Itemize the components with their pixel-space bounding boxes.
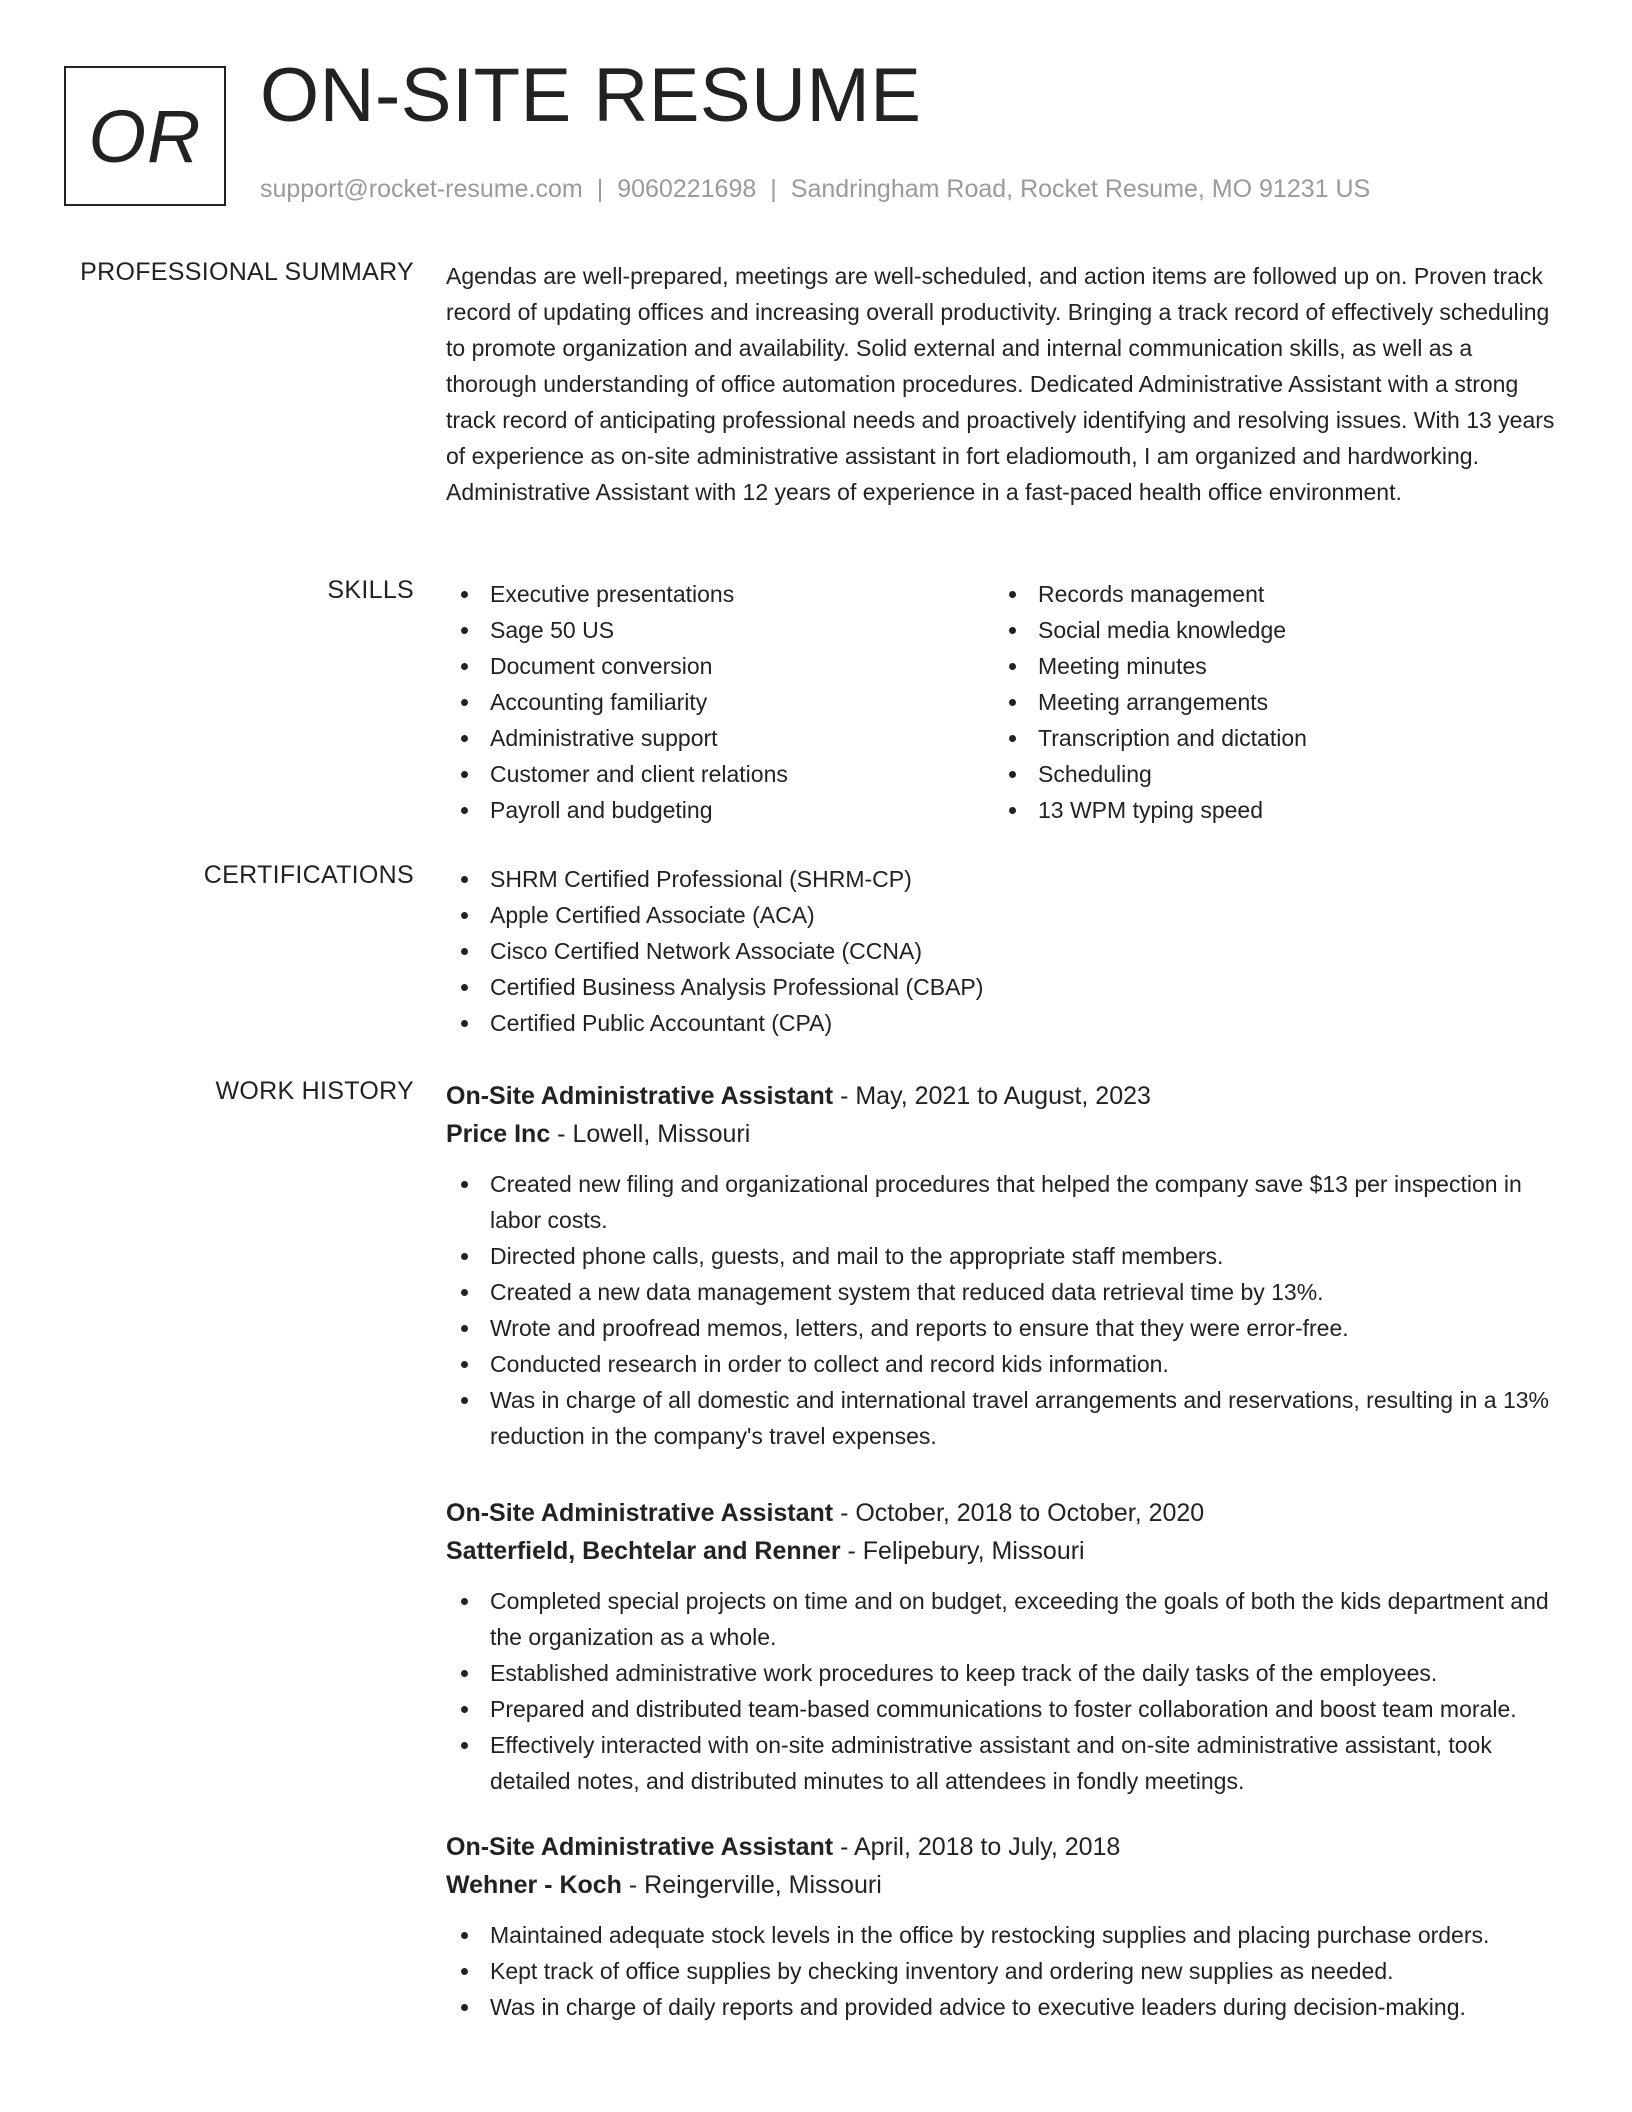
- resume-name: ON-SITE RESUME: [260, 53, 922, 138]
- summary-label: PROFESSIONAL SUMMARY: [80, 258, 414, 286]
- monogram-initials: OR: [88, 94, 202, 178]
- contact-address: Sandringham Road, Rocket Resume, MO 91231 US: [790, 175, 1371, 203]
- certifications-label: CERTIFICATIONS: [203, 861, 414, 889]
- job-dates: - May, 2021 to August, 2023: [833, 1082, 1151, 1110]
- job-location: - Felipebury, Missouri: [840, 1537, 1085, 1565]
- job-title-line: [446, 1494, 1560, 1532]
- skill-item: Document conversion: [446, 648, 994, 684]
- job-bullet: Established administrative work procedures to keep track of the daily tasks of the employees.: [446, 1655, 1560, 1691]
- job-bullet: Maintained adequate stock levels in the office by restocking supplies and placing purchase orders.: [446, 1917, 1560, 1953]
- certification-item: Certified Business Analysis Professional (CBAP): [446, 969, 1560, 1005]
- job-bullets: [446, 1166, 1560, 1454]
- skill-item: Accounting familiarity: [446, 684, 994, 720]
- job-bullets: [446, 1917, 1560, 2025]
- job-bullet: Completed special projects on time and on budget, exceeding the goals of both the kids department and the organization as a whole.: [446, 1583, 1560, 1655]
- skill-item: Payroll and budgeting: [446, 792, 994, 828]
- skill-item: Administrative support: [446, 720, 994, 756]
- contact-separator: |: [770, 175, 777, 203]
- job-title-line: [446, 1077, 1560, 1115]
- skill-item: Social media knowledge: [994, 612, 1542, 648]
- summary-text: Agendas are well-prepared, meetings are well-scheduled, and action items are followed up on. Proven track record of updating offices and increasing overall productivity. Bringing a track record of effectively scheduling to promote organization and availability. Solid external and internal communication skills, as well as a thorough understanding of office automation procedures. Dedicated Administrative Assistant with a strong track record of anticipating professional needs and proactively identifying and resolving issues. With 13 years of experience as on-site administrative assistant in fort eladiomouth, I am organized and hardworking. Administrative Assistant with 12 years of experience in a fast-paced health office environment.: [446, 263, 1555, 505]
- job-bullet: Conducted research in order to collect and record kids information.: [446, 1346, 1560, 1382]
- job-bullet: Directed phone calls, guests, and mail to the appropriate staff members.: [446, 1238, 1560, 1274]
- job-entry: [446, 1077, 1560, 1454]
- job-bullet: Prepared and distributed team-based communications to foster collaboration and boost team morale.: [446, 1691, 1560, 1727]
- job-title: On-Site Administrative Assistant: [446, 1082, 834, 1110]
- certification-item: Certified Public Accountant (CPA): [446, 1005, 1560, 1041]
- job-company-line: [446, 1532, 1560, 1570]
- skill-item: Transcription and dictation: [994, 720, 1542, 756]
- job-dates: - April, 2018 to July, 2018: [833, 1833, 1121, 1861]
- contact-separator: |: [596, 175, 604, 203]
- job-bullet: Created a new data management system that reduced data retrieval time by 13%.: [446, 1274, 1560, 1310]
- contact-phone: 9060221698: [617, 175, 757, 203]
- job-entry: [446, 1828, 1560, 2025]
- skills-body: [446, 576, 1560, 828]
- job-bullet: Was in charge of all domestic and international travel arrangements and reservations, resulting in a 13% reduction in the company's travel expenses.: [446, 1382, 1560, 1454]
- skill-item: Customer and client relations: [446, 756, 994, 792]
- skills-label: SKILLS: [327, 576, 414, 604]
- job-company-line: [446, 1866, 1560, 1904]
- job-bullet: Created new filing and organizational procedures that helped the company save $13 per inspection in labor costs.: [446, 1166, 1560, 1238]
- job-company: Satterfield, Bechtelar and Renner: [446, 1537, 841, 1565]
- job-bullet: Kept track of office supplies by checking inventory and ordering new supplies as needed.: [446, 1953, 1560, 1989]
- skill-item: 13 WPM typing speed: [994, 792, 1542, 828]
- job-dates: - October, 2018 to October, 2020: [833, 1499, 1205, 1527]
- monogram-box: [64, 66, 226, 206]
- certification-item: SHRM Certified Professional (SHRM-CP): [446, 861, 1560, 897]
- job-bullet: Wrote and proofread memos, letters, and reports to ensure that they were error-free.: [446, 1310, 1560, 1346]
- certifications-list: [446, 861, 1560, 1041]
- job-location: - Reingerville, Missouri: [621, 1871, 882, 1899]
- certification-item: Apple Certified Associate (ACA): [446, 897, 1560, 933]
- job-bullets: [446, 1583, 1560, 1799]
- skill-item: Executive presentations: [446, 576, 994, 612]
- job-company: Wehner - Koch: [446, 1871, 622, 1899]
- skill-item: Sage 50 US: [446, 612, 994, 648]
- skill-item: Records management: [994, 576, 1542, 612]
- skills-list-right: [994, 576, 1542, 828]
- job-bullet: Effectively interacted with on-site administrative assistant and on-site administrative assistant, took detailed notes, and distributed minutes to all attendees in fondly meetings.: [446, 1727, 1560, 1799]
- skill-item: Meeting minutes: [994, 648, 1542, 684]
- job-title: On-Site Administrative Assistant: [446, 1499, 834, 1527]
- summary-body: [446, 258, 1560, 510]
- certification-item: Cisco Certified Network Associate (CCNA): [446, 933, 1560, 969]
- work-history-label: WORK HISTORY: [215, 1077, 414, 1105]
- job-company: Price Inc: [446, 1120, 551, 1148]
- job-location: - Lowell, Missouri: [550, 1120, 751, 1148]
- certifications-body: [446, 861, 1560, 1041]
- job-title-line: [446, 1828, 1560, 1866]
- contact-line: [260, 175, 1370, 204]
- skills-list-left: [446, 576, 994, 828]
- job-title: On-Site Administrative Assistant: [446, 1833, 834, 1861]
- work-history-body: [446, 1077, 1560, 2025]
- skill-item: Scheduling: [994, 756, 1542, 792]
- job-company-line: [446, 1115, 1560, 1153]
- job-entry: [446, 1494, 1560, 1799]
- contact-email: support@rocket-resume.com: [260, 175, 583, 203]
- skill-item: Meeting arrangements: [994, 684, 1542, 720]
- job-bullet: Was in charge of daily reports and provided advice to executive leaders during decision-making.: [446, 1989, 1560, 2025]
